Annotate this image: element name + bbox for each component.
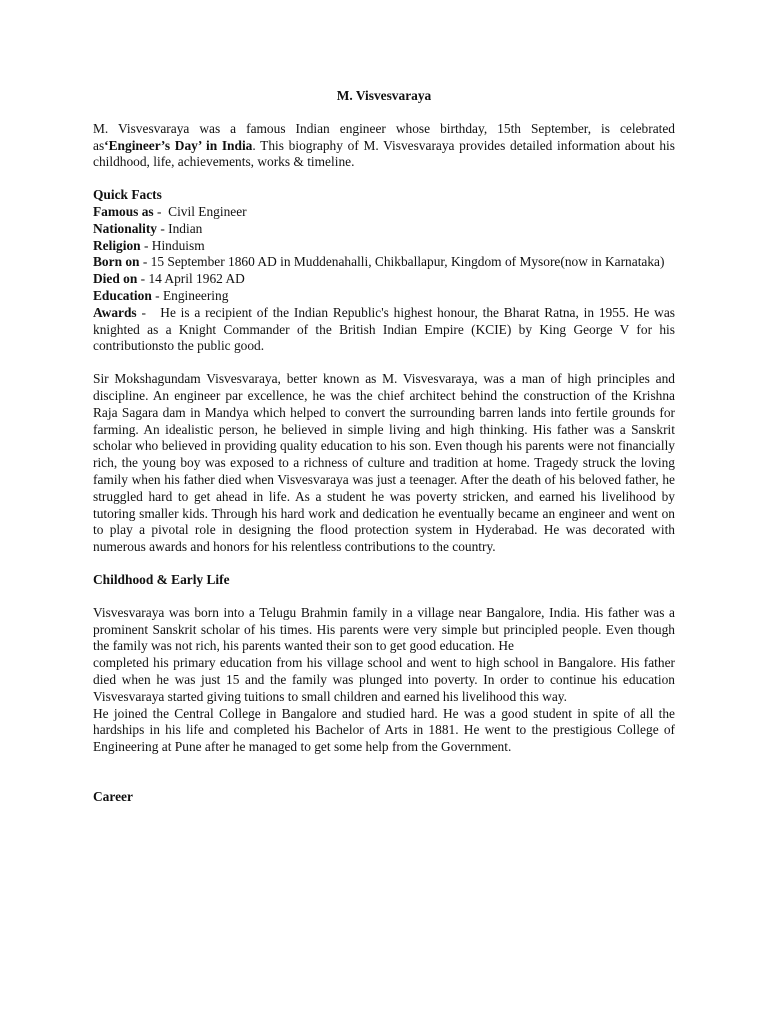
summary-paragraph: Sir Mokshagundam Visvesvaraya, better known as M. Visvesvaraya, was a man of high principles and discipline. An engineer par excellence, he was the chief architect behind the construction of the Krishna Raja Sagara dam in Mandya which helped to convert the surrounding barren lands into fertile grounds for farming. An idealistic person, he believed in simple living and high thinking. His father was a Sanskrit scholar who believed in providing quality education to his son. Even though his parents were not financially rich, the young boy was exposed to a richness of culture and tradition at home. Tragedy struck the loving family when his father died when Visvesvaraya was just a teenager. After the death of his beloved father, he struggled hard to get ahead in life. As a student he was poverty stricken, and earned his livelihood by tutoring smaller kids. Through his hard work and dedication he eventually became an engineer and went on to play a pivotal role in designing the flood protection system in Hyderabad. He was decorated with numerous awards and honors for his relentless contributions to the country.: [93, 371, 675, 555]
childhood-section: [93, 572, 675, 756]
fact-value: Indian: [168, 220, 203, 236]
fact-value: 14 April 1962 AD: [148, 271, 245, 287]
fact-label: Nationality: [93, 220, 157, 236]
fact-label: Famous as: [93, 203, 154, 219]
childhood-paragraph: completed his primary education from his village school and went to high school in Bangalore. His father died when he was just 15 and the family was plunged into poverty. In order to continue his education Visvesvaraya started giving tuitions to small children and earned his livelihood this way.: [93, 655, 675, 704]
childhood-paragraph: He joined the Central College in Bangalore and studied hard. He was a good student in spite of all the hardships in his life and completed his Bachelor of Arts in 1881. He went to the prestigious College of Engineering at Pune after he managed to get some help from the Government.: [93, 705, 675, 755]
fact-label: Awards: [93, 304, 137, 320]
intro-paragraph: [93, 121, 675, 171]
quick-facts-heading: Quick Facts: [93, 187, 162, 203]
fact-value: Engineering: [162, 287, 229, 303]
fact-famous-as: Famous as - Civil Engineer: [93, 203, 247, 219]
document-page: [93, 88, 675, 806]
intro-text-before: M. Visvesvaraya was a famous Indian engineer whose birthday, 15th September, is celebrated as: [93, 120, 675, 153]
fact-value: Civil Engineer: [168, 203, 247, 219]
childhood-paragraph: Visvesvaraya was born into a Telugu Brahmin family in a village near Bangalore, India. His father was a prominent Sanskrit scholar of his times. His parents were very simple but principled people. Even though the family was not rich, his parents wanted their son to get good education. He: [93, 604, 675, 654]
fact-education: Education - Engineering: [93, 287, 229, 303]
fact-value: Hinduism: [151, 237, 205, 253]
fact-nationality: Nationality - Indian: [93, 220, 203, 236]
fact-value: He is a recipient of the Indian Republic's highest honour, the Bharat Ratna, in 1955. He was knighted as a Knight Commander of the British Indian Empire (KCIE) by King George V for his contributionsto the public good.: [93, 304, 675, 354]
intro-highlight: ‘Engineer’s Day’ in India: [104, 137, 253, 153]
fact-born-on: Born on - 15 September 1860 AD in Muddenahalli, Chikballapur, Kingdom of Mysore(now in Karnataka): [93, 254, 665, 270]
career-heading: Career: [93, 788, 133, 804]
fact-awards: Awards - He is a recipient of the Indian Republic's highest honour, the Bharat Ratna, in 1955. He was knighted as a Knight Commander of the British Indian Empire (KCIE) by King George V for his contributionsto the public good.: [93, 304, 675, 354]
document-title: M. Visvesvaraya: [336, 88, 432, 103]
fact-value: 15 September 1860 AD in Muddenahalli, Chikballapur, Kingdom of Mysore(now in Karnataka): [150, 254, 665, 270]
quick-facts-section: [93, 187, 675, 355]
fact-label: Education: [93, 287, 152, 303]
fact-label: Died on: [93, 271, 138, 287]
fact-religion: Religion - Hinduism: [93, 237, 205, 253]
fact-died-on: Died on - 14 April 1962 AD: [93, 271, 245, 287]
fact-label: Religion: [93, 237, 141, 253]
childhood-heading: Childhood & Early Life: [93, 571, 230, 587]
intro-text-after: . This biography of M. Visvesvaraya provides detailed information about his childhood, life, achievements, works & timeline.: [93, 137, 675, 170]
fact-label: Born on: [93, 254, 140, 270]
